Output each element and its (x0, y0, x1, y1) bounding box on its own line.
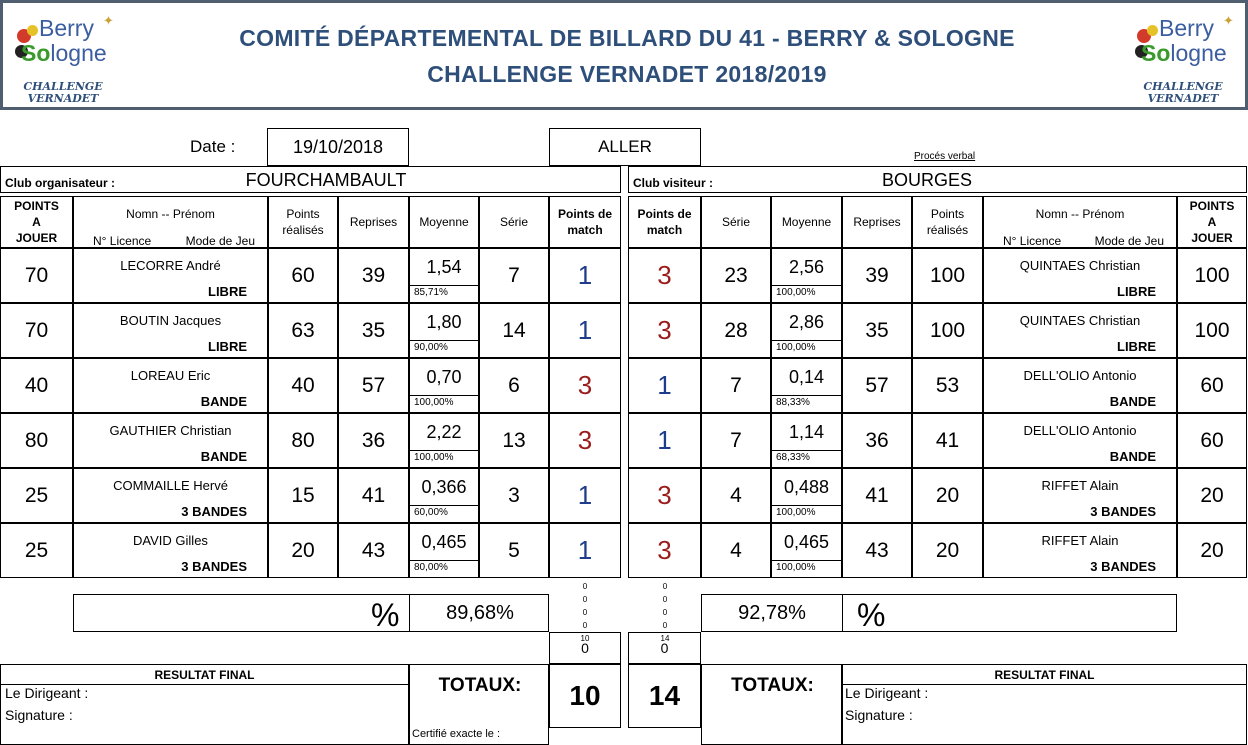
away-points-de-match: 1 (628, 358, 701, 413)
moyenne-percent: 100,00% (776, 287, 816, 298)
home-serie: 6 (479, 358, 549, 413)
moyenne-percent: 100,00% (414, 397, 454, 408)
home-points-de-match: 1 (549, 468, 621, 523)
away-serie: 23 (701, 248, 771, 303)
away-serie: 28 (701, 303, 771, 358)
leg-label: ALLER (549, 128, 701, 166)
moyenne-value: 0,488 (772, 469, 841, 506)
away-moyenne-cell (771, 358, 842, 413)
away-points-realises: 100 (912, 248, 983, 303)
away-dirigeant-label: Le Dirigeant : (845, 685, 929, 701)
home-reprises: 43 (338, 523, 409, 578)
home-points-a-jouer: 70 (0, 303, 73, 358)
col-points-realises: Points réalisés (268, 196, 338, 248)
away-totaux-box (701, 664, 842, 745)
home-player-cell (73, 303, 268, 358)
player-name: DELL'OLIO Antonio (1023, 423, 1137, 438)
logo-berry: Berry (1159, 15, 1214, 41)
home-reprises: 35 (338, 303, 409, 358)
col-reprises-away: Reprises (842, 196, 912, 248)
home-moyenne-cell (409, 468, 479, 523)
game-mode: BANDE (200, 394, 247, 409)
moyenne-percent: 80,00% (414, 562, 448, 573)
away-zero-cell: 0 (628, 632, 701, 664)
away-reprises: 41 (842, 468, 912, 523)
logo-challenge: CHALLENGE VERNADET (23, 80, 103, 105)
away-points-a-jouer: 60 (1177, 358, 1247, 413)
player-name: COMMAILLE Hervé (113, 478, 228, 493)
home-points-realises: 80 (268, 413, 338, 468)
game-mode: LIBRE (208, 339, 247, 354)
moyenne-value: 1,80 (410, 304, 478, 341)
away-total: 14 (628, 664, 701, 728)
moyenne-value: 0,70 (410, 359, 478, 396)
home-totaux-label: TOTAUX: (438, 675, 522, 696)
game-mode: BANDE (200, 449, 247, 464)
home-points-realises: 20 (268, 523, 338, 578)
club-org-label: Club organisateur : (5, 176, 116, 190)
col-points-realises-away: Points réalisés (912, 196, 983, 248)
home-player-cell (73, 358, 268, 413)
player-name: DAVID Gilles (133, 533, 208, 548)
home-reprises: 57 (338, 358, 409, 413)
club-vis-name: BOURGES (881, 170, 973, 190)
home-points-realises: 15 (268, 468, 338, 523)
home-dirigeant-label: Le Dirigeant : (5, 685, 89, 701)
away-points-a-jouer: 20 (1177, 468, 1247, 523)
date-label: Date : (190, 137, 236, 156)
home-reprises: 36 (338, 413, 409, 468)
moyenne-value: 0,465 (772, 524, 841, 561)
away-signature-label: Signature : (845, 707, 913, 723)
moyenne-percent: 100,00% (776, 342, 816, 353)
away-points-de-match: 3 (628, 523, 701, 578)
player-name: BOUTIN Jacques (119, 313, 222, 328)
away-reprises: 57 (842, 358, 912, 413)
home-player-cell (73, 523, 268, 578)
home-serie: 13 (479, 413, 549, 468)
away-serie: 7 (701, 358, 771, 413)
game-mode: BANDE (1109, 394, 1156, 409)
title-line1: COMITÉ DÉPARTEMENTAL DE BILLARD DU 41 - BERRY & SOLOGNE (239, 25, 1015, 51)
player-name: LECORRE André (120, 258, 221, 273)
home-total: 10 (549, 664, 621, 728)
col-moyenne: Moyenne (409, 196, 479, 248)
moyenne-value: 2,56 (772, 249, 841, 286)
home-moyenne-cell (409, 413, 479, 468)
col-nom-prenom-away: Nomn -- Prénom N° Licence Mode de Jeu (983, 196, 1177, 248)
date-value: 19/10/2018 (267, 128, 409, 166)
home-player-cell (73, 468, 268, 523)
away-mini-counts: 0 0 0 0 14 (660, 582, 670, 643)
away-serie: 4 (701, 468, 771, 523)
col-serie: Série (479, 196, 549, 248)
home-points-a-jouer: 25 (0, 468, 73, 523)
moyenne-value: 1,54 (410, 249, 478, 286)
club-organisateur-box (0, 166, 621, 193)
home-summary-box (73, 594, 549, 632)
away-moyenne-cell (771, 413, 842, 468)
away-percentage: 92,78% (702, 595, 843, 631)
home-points-a-jouer: 40 (0, 358, 73, 413)
game-mode: 3 BANDES (1090, 559, 1156, 574)
moyenne-percent: 100,00% (414, 452, 454, 463)
home-points-de-match: 1 (549, 523, 621, 578)
home-serie: 7 (479, 248, 549, 303)
away-player-cell (983, 413, 1177, 468)
logo-berry: Berry (39, 15, 94, 41)
club-org-name: FOURCHAMBAULT (245, 170, 407, 190)
home-points-de-match: 1 (549, 303, 621, 358)
sparkle-icon: ✦ (103, 13, 114, 28)
home-player-cell (73, 248, 268, 303)
game-mode: LIBRE (208, 284, 247, 299)
home-percentage: 89,68% (409, 595, 550, 631)
home-points-de-match: 3 (549, 413, 621, 468)
home-points-a-jouer: 25 (0, 523, 73, 578)
sparkle-icon: ✦ (1223, 13, 1234, 28)
away-points-de-match: 3 (628, 248, 701, 303)
home-points-realises: 40 (268, 358, 338, 413)
away-points-a-jouer: 60 (1177, 413, 1247, 468)
player-name: RIFFET Alain (1041, 478, 1119, 493)
home-resultat-final: RESULTAT FINAL (1, 665, 408, 685)
home-points-de-match: 3 (549, 358, 621, 413)
moyenne-value: 0,465 (410, 524, 478, 561)
home-percent-sign: % (371, 597, 400, 633)
away-moyenne-cell (771, 468, 842, 523)
away-summary-box (701, 594, 1177, 632)
away-points-de-match: 1 (628, 413, 701, 468)
title-line2: CHALLENGE VERNADET 2018/2019 (427, 61, 827, 87)
player-name: QUINTAES Christian (1019, 258, 1141, 273)
moyenne-value: 0,14 (772, 359, 841, 396)
club-vis-label: Club visiteur : (633, 176, 714, 190)
away-serie: 4 (701, 523, 771, 578)
page-header (0, 0, 1248, 110)
home-signature-label: Signature : (5, 707, 73, 723)
away-points-de-match: 3 (628, 303, 701, 358)
moyenne-percent: 88,33% (776, 397, 810, 408)
home-serie: 3 (479, 468, 549, 523)
away-reprises: 43 (842, 523, 912, 578)
away-points-realises: 41 (912, 413, 983, 468)
away-player-cell (983, 358, 1177, 413)
home-moyenne-cell (409, 523, 479, 578)
away-percent-sign: % (857, 597, 886, 633)
home-points-a-jouer: 80 (0, 413, 73, 468)
yellow-ball-icon (1147, 25, 1158, 36)
game-mode: LIBRE (1117, 339, 1156, 354)
home-player-cell (73, 413, 268, 468)
away-reprises: 35 (842, 303, 912, 358)
logo-right (1129, 13, 1239, 108)
moyenne-percent: 60,00% (414, 507, 448, 518)
moyenne-value: 0,366 (410, 469, 478, 506)
certifie-label: Certifié exacte le : (412, 728, 501, 740)
away-moyenne-cell (771, 248, 842, 303)
away-player-cell (983, 303, 1177, 358)
home-moyenne-cell (409, 248, 479, 303)
col-points-de-match: Points de match (549, 196, 621, 248)
col-points-a-jouer: POINTS A JOUER (0, 196, 73, 248)
away-points-realises: 20 (912, 468, 983, 523)
home-points-a-jouer: 70 (0, 248, 73, 303)
away-totaux-label: TOTAUX: (731, 675, 814, 696)
away-player-cell (983, 523, 1177, 578)
moyenne-percent: 100,00% (776, 562, 816, 573)
home-serie: 14 (479, 303, 549, 358)
away-reprises: 36 (842, 413, 912, 468)
away-points-realises: 53 (912, 358, 983, 413)
game-mode: 3 BANDES (181, 559, 247, 574)
col-points-de-match-away: Points de match (628, 196, 701, 248)
col-reprises: Reprises (338, 196, 409, 248)
col-serie-away: Série (701, 196, 771, 248)
away-moyenne-cell (771, 523, 842, 578)
home-reprises: 39 (338, 248, 409, 303)
away-serie: 7 (701, 413, 771, 468)
home-serie: 5 (479, 523, 549, 578)
col-nom-prenom: Nomn -- Prénom N° Licence Mode de Jeu (73, 196, 268, 248)
away-points-a-jouer: 100 (1177, 248, 1247, 303)
home-result-box (0, 664, 409, 745)
away-points-de-match: 3 (628, 468, 701, 523)
home-reprises: 41 (338, 468, 409, 523)
moyenne-percent: 68,33% (776, 452, 810, 463)
away-moyenne-cell (771, 303, 842, 358)
player-name: LOREAU Eric (130, 368, 211, 383)
home-points-de-match: 1 (549, 248, 621, 303)
away-points-a-jouer: 20 (1177, 523, 1247, 578)
logo-challenge: CHALLENGE VERNADET (1143, 80, 1223, 105)
game-mode: BANDE (1109, 449, 1156, 464)
home-mini-counts: 0 0 0 0 10 (580, 582, 590, 643)
away-points-a-jouer: 100 (1177, 303, 1247, 358)
moyenne-percent: 90,00% (414, 342, 448, 353)
home-moyenne-cell (409, 358, 479, 413)
game-mode: 3 BANDES (1090, 504, 1156, 519)
home-moyenne-cell (409, 303, 479, 358)
club-visiteur-box (628, 166, 1247, 193)
away-points-realises: 20 (912, 523, 983, 578)
home-points-realises: 60 (268, 248, 338, 303)
moyenne-value: 1,14 (772, 414, 841, 451)
game-mode: LIBRE (1117, 284, 1156, 299)
player-name: RIFFET Alain (1041, 533, 1119, 548)
player-name: QUINTAES Christian (1019, 313, 1141, 328)
player-name: GAUTHIER Christian (109, 423, 232, 438)
player-name: DELL'OLIO Antonio (1023, 368, 1137, 383)
moyenne-percent: 85,71% (414, 287, 448, 298)
col-points-a-jouer-away: POINTS A JOUER (1177, 196, 1247, 248)
moyenne-value: 2,86 (772, 304, 841, 341)
home-zero-cell: 0 (549, 632, 621, 664)
logo-sologne: Sologne (1141, 40, 1227, 66)
moyenne-percent: 100,00% (776, 507, 816, 518)
proces-verbal: Procés verbal (914, 151, 976, 162)
home-points-realises: 63 (268, 303, 338, 358)
away-player-cell (983, 468, 1177, 523)
away-resultat-final: RESULTAT FINAL (843, 665, 1246, 685)
away-player-cell (983, 248, 1177, 303)
col-moyenne-away: Moyenne (771, 196, 842, 248)
away-points-realises: 100 (912, 303, 983, 358)
away-reprises: 39 (842, 248, 912, 303)
home-totaux-box (409, 664, 549, 745)
moyenne-value: 2,22 (410, 414, 478, 451)
away-result-box (842, 664, 1247, 745)
game-mode: 3 BANDES (181, 504, 247, 519)
logo-sologne: Sologne (21, 40, 107, 66)
